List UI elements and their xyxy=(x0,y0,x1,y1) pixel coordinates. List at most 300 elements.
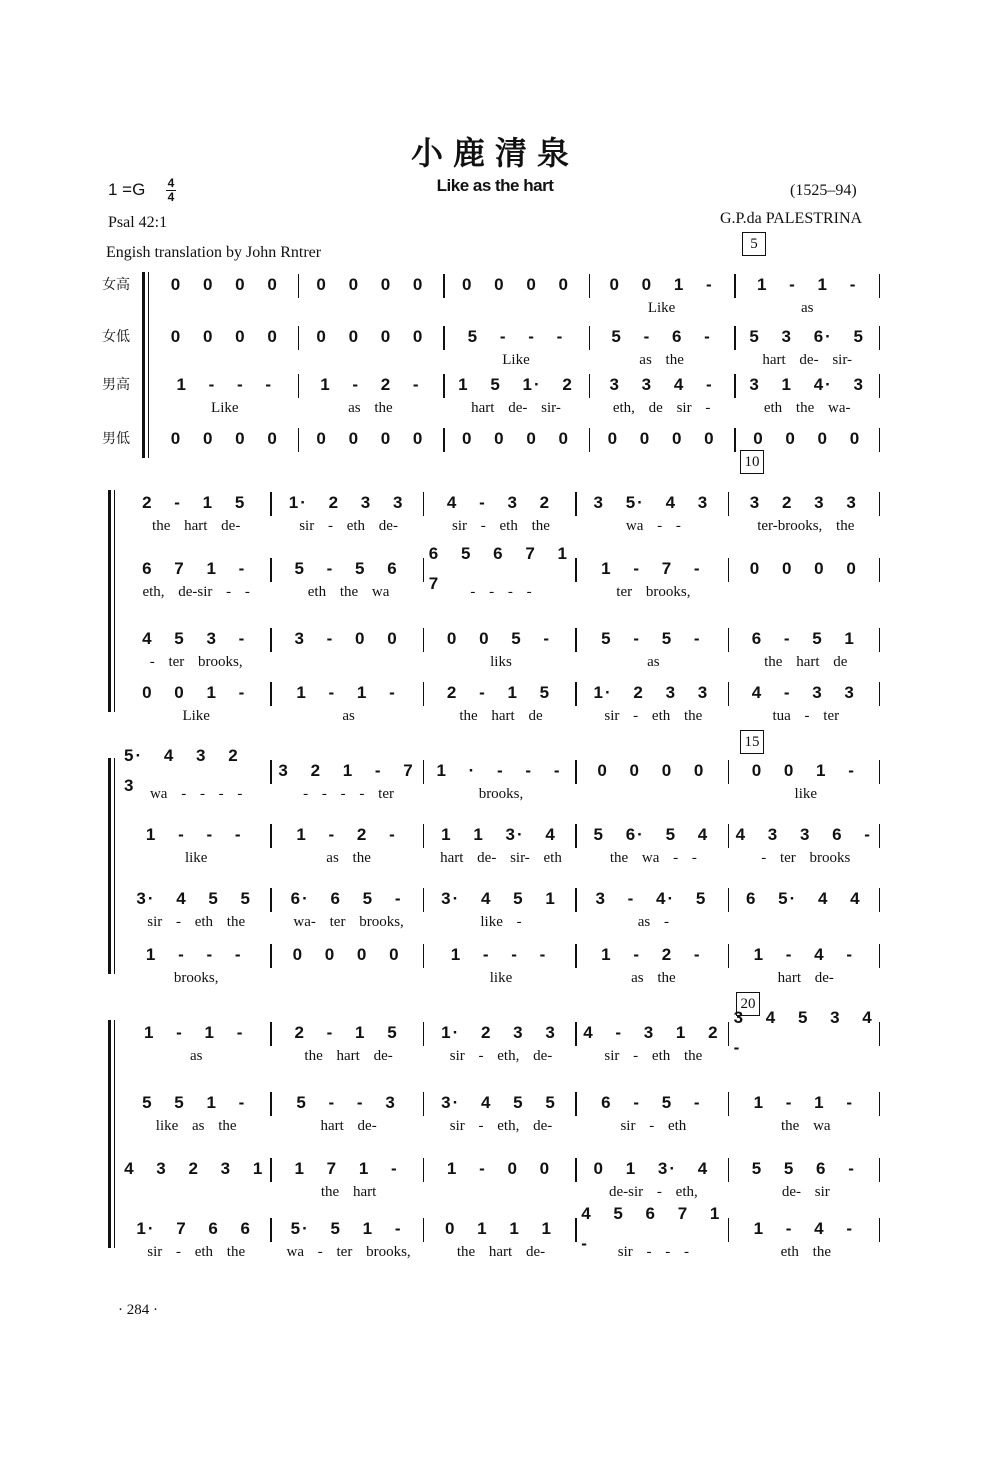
barline-end xyxy=(879,760,881,784)
barline xyxy=(575,628,577,652)
measure xyxy=(734,678,874,708)
lyric-cell xyxy=(738,298,876,318)
measure xyxy=(304,370,438,400)
barline xyxy=(423,824,425,848)
lyrics-row xyxy=(120,582,880,602)
lyric-text: hart de- xyxy=(777,970,834,986)
measure xyxy=(734,488,874,518)
barline xyxy=(589,274,591,298)
measure-notes: 0 0 0 0 xyxy=(170,327,279,346)
measure-notes: 0 0 0 0 xyxy=(753,429,862,448)
measure-notes: 1 · - - - xyxy=(436,761,562,780)
barline xyxy=(575,492,577,516)
lyric-cell xyxy=(302,298,440,318)
lyric-cell xyxy=(276,968,420,988)
measure xyxy=(429,1018,569,1048)
lyrics-row xyxy=(120,784,880,804)
system-brace xyxy=(108,758,111,974)
rehearsal-mark: 10 xyxy=(740,450,764,474)
measure xyxy=(276,1154,416,1184)
lyrics-row xyxy=(120,912,880,932)
notation-row xyxy=(152,370,880,400)
lyric-cell xyxy=(429,582,573,602)
measure-notes: 2 - 1 5 xyxy=(294,1023,399,1042)
lyric-cell xyxy=(276,1242,420,1262)
measure-notes: 2 - 1 5 xyxy=(446,683,552,702)
barline xyxy=(443,326,445,350)
lyric-cell xyxy=(734,912,878,932)
measure xyxy=(581,884,721,914)
notation-row xyxy=(118,820,880,850)
measure-notes: 0 0 0 0 xyxy=(170,429,279,448)
barline xyxy=(270,1158,272,1182)
lyrics-row xyxy=(152,350,880,370)
notation-row xyxy=(118,884,880,914)
lyric-cell xyxy=(124,1116,268,1136)
measure xyxy=(429,488,569,518)
barline-end xyxy=(879,374,881,398)
lyric-cell xyxy=(276,1046,420,1066)
measure xyxy=(124,678,264,708)
measure-notes: 3 5· 4 3 xyxy=(593,493,710,512)
measure xyxy=(429,1214,569,1244)
measure-notes: 3 2 3 3 xyxy=(749,493,858,512)
lyric-text: Like xyxy=(182,708,210,724)
measure xyxy=(429,1088,569,1118)
barline xyxy=(298,428,300,452)
measure xyxy=(740,270,874,300)
lyric-cell xyxy=(302,350,440,370)
measure xyxy=(734,756,874,786)
lyric-cell xyxy=(734,706,878,726)
barline-end xyxy=(879,1092,881,1116)
lyric-text: - ter brooks xyxy=(761,850,851,866)
lyrics-row xyxy=(152,298,880,318)
barline xyxy=(270,760,272,784)
lyric-text: eth the wa- xyxy=(763,400,851,416)
measure-notes: 4 3 3 6 - xyxy=(735,825,872,844)
measure-notes: 3· 4 5 1 xyxy=(441,889,557,908)
measure xyxy=(595,370,729,400)
lyric-cell xyxy=(734,1182,878,1202)
measure-notes: 5 - - 3 xyxy=(296,1093,397,1112)
lyric-cell xyxy=(429,848,573,868)
lyric-cell xyxy=(124,968,268,988)
measure xyxy=(581,554,721,584)
page-subtitle: Like as the hart xyxy=(436,176,554,195)
lyric-text: as the xyxy=(631,970,676,986)
barline-end xyxy=(879,1022,881,1046)
lyric-cell xyxy=(581,848,725,868)
lyrics-row xyxy=(120,706,880,726)
lyric-text: the hart de- xyxy=(304,1048,393,1064)
notation-row xyxy=(152,322,880,352)
lyric-cell xyxy=(276,1182,420,1202)
barline xyxy=(423,628,425,652)
measure xyxy=(124,884,264,914)
lyric-text: like as the xyxy=(155,1118,237,1134)
measure xyxy=(449,424,583,454)
measure xyxy=(304,322,438,352)
measure-notes: 1 - 2 - xyxy=(320,375,421,394)
measure-notes: 1· 2 3 3 xyxy=(288,493,405,512)
lyric-text: eth, de-sir - - xyxy=(142,584,250,600)
barline xyxy=(734,374,736,398)
lyric-cell xyxy=(734,1242,878,1262)
measure xyxy=(124,820,264,850)
lyric-text: the hart de- xyxy=(152,518,241,534)
lyric-cell xyxy=(276,784,420,804)
measure xyxy=(124,624,264,654)
composer-name: G.P.da PALESTRINA xyxy=(720,210,863,227)
barline xyxy=(575,1022,577,1046)
page-title: 小鹿清泉 xyxy=(410,134,579,172)
barline xyxy=(734,326,736,350)
lyric-cell xyxy=(581,582,725,602)
barline xyxy=(423,1022,425,1046)
measure xyxy=(158,322,292,352)
measure xyxy=(581,678,721,708)
barline xyxy=(728,1218,730,1242)
system-brace-line xyxy=(114,490,115,712)
measure-notes: 1 - 1 - xyxy=(143,1023,245,1042)
measure-notes: 6 7 1 - xyxy=(142,559,247,578)
measure-notes: 4 - 3 1 2 xyxy=(583,1023,720,1042)
lyric-cell xyxy=(124,1046,268,1066)
time-signature-top: 4 xyxy=(167,176,175,190)
lyric-cell xyxy=(447,298,585,318)
lyric-text: like xyxy=(794,786,818,802)
lyric-text: the wa - - xyxy=(609,850,697,866)
voice-label: 男高 xyxy=(102,377,130,393)
lyric-text: sir - eth, de- xyxy=(449,1048,553,1064)
measure xyxy=(158,424,292,454)
lyric-text: as xyxy=(189,1048,203,1064)
rehearsal-mark: 20 xyxy=(736,992,760,1016)
lyric-text: as the xyxy=(639,352,684,368)
lyric-text: eth the xyxy=(780,1244,831,1260)
measure-notes: 1 - - - xyxy=(450,945,548,964)
measure xyxy=(581,820,721,850)
measure xyxy=(124,1018,264,1048)
measure xyxy=(581,756,721,786)
lyric-text: Like xyxy=(647,300,676,316)
lyric-cell xyxy=(124,1242,268,1262)
notation-row xyxy=(118,940,880,970)
measure xyxy=(581,940,721,970)
lyric-cell xyxy=(447,398,585,418)
lyric-cell xyxy=(276,1116,420,1136)
barline xyxy=(270,1218,272,1242)
measure xyxy=(276,678,416,708)
measure-notes: 3· 4 5 5 xyxy=(136,889,253,908)
system-brace-line xyxy=(114,758,115,974)
voice-label: 女低 xyxy=(102,329,130,345)
lyric-text: de-sir - eth, xyxy=(609,1184,698,1200)
lyric-cell xyxy=(581,706,725,726)
measure-notes: 4 - 3 3 xyxy=(751,683,856,702)
barline xyxy=(423,1218,425,1242)
measure xyxy=(158,270,292,300)
barline xyxy=(270,682,272,706)
lyric-cell xyxy=(429,1116,573,1136)
measure xyxy=(581,1018,721,1048)
measure-notes: 5 - 5 6 xyxy=(294,559,399,578)
barline xyxy=(270,492,272,516)
lyric-text: de- sir xyxy=(781,1184,830,1200)
lyric-text: as xyxy=(342,708,355,724)
lyric-text: eth the wa xyxy=(307,584,390,600)
barline xyxy=(298,274,300,298)
measure xyxy=(734,554,874,584)
barline xyxy=(270,1092,272,1116)
barline-end xyxy=(879,888,881,912)
notation-row xyxy=(118,678,880,708)
barline xyxy=(443,274,445,298)
barline xyxy=(728,888,730,912)
lyric-text: sir - eth de- xyxy=(299,518,398,534)
lyric-cell xyxy=(581,912,725,932)
measure-notes: 5 5 6 - xyxy=(751,1159,856,1178)
lyric-cell xyxy=(581,1116,725,1136)
lyric-cell xyxy=(581,968,725,988)
lyric-text: wa - ter brooks, xyxy=(286,1244,411,1260)
lyric-cell xyxy=(124,848,268,868)
system-brace xyxy=(108,1020,111,1248)
measure xyxy=(124,1154,264,1184)
barline xyxy=(728,1158,730,1182)
lyric-text: the hart de- xyxy=(456,1244,546,1260)
measure-notes: 0 1 1 1 xyxy=(444,1219,553,1238)
lyrics-row xyxy=(120,848,880,868)
barline xyxy=(575,558,577,582)
barline-end xyxy=(879,1218,881,1242)
measure-notes: 5 - - - xyxy=(467,327,565,346)
measure-notes: 1 - 0 0 xyxy=(446,1159,552,1178)
measure-notes: 3 4 5 3 4 - xyxy=(733,1008,874,1057)
lyric-cell xyxy=(429,652,573,672)
measure xyxy=(276,488,416,518)
lyrics-row xyxy=(120,1046,880,1066)
measure xyxy=(449,322,583,352)
measure xyxy=(276,1088,416,1118)
lyric-cell xyxy=(734,968,878,988)
lyric-cell xyxy=(447,452,585,472)
lyric-cell xyxy=(302,452,440,472)
measure-notes: 6 - 5 1 xyxy=(751,629,856,648)
barline-end xyxy=(879,492,881,516)
lyric-text: hart de- sir- xyxy=(762,352,853,368)
system-brace-line xyxy=(114,1020,115,1248)
lyric-cell xyxy=(156,452,294,472)
barline xyxy=(270,1022,272,1046)
rehearsal-mark: 5 xyxy=(742,232,766,256)
time-signature-bottom: 4 xyxy=(167,190,175,204)
measure xyxy=(581,488,721,518)
measure xyxy=(449,370,583,400)
measure xyxy=(733,1008,874,1057)
lyric-cell xyxy=(156,298,294,318)
barline xyxy=(423,682,425,706)
translation-credit: Engish translation by John Rntrer xyxy=(106,244,322,261)
barline xyxy=(728,824,730,848)
barline xyxy=(270,944,272,968)
measure-notes: 1 - 2 - xyxy=(296,825,397,844)
barline xyxy=(423,1158,425,1182)
measure-notes: 0 1 3· 4 xyxy=(593,1159,710,1178)
lyric-text: - - - - xyxy=(470,584,532,600)
lyric-cell xyxy=(738,398,876,418)
lyric-cell xyxy=(734,582,878,602)
measure-notes: 3 - 0 0 xyxy=(294,629,399,648)
lyric-text: like xyxy=(489,970,513,986)
barline xyxy=(423,492,425,516)
lyric-cell xyxy=(593,298,731,318)
lyric-cell xyxy=(593,350,731,370)
measure xyxy=(276,554,416,584)
measure-notes: 1· 2 3 3 xyxy=(593,683,710,702)
barline xyxy=(575,1218,577,1242)
measure-notes: 0 0 0 0 xyxy=(461,429,570,448)
measure-notes: 0 0 1 - xyxy=(751,761,856,780)
lyric-cell xyxy=(429,968,573,988)
lyric-text: tua - ter xyxy=(772,708,840,724)
barline xyxy=(423,888,425,912)
measure xyxy=(734,820,874,850)
measure-notes: 1 - 1 - xyxy=(753,1093,854,1112)
lyric-text: sir - eth xyxy=(620,1118,687,1134)
measure xyxy=(428,544,569,593)
lyric-cell xyxy=(276,582,420,602)
lyric-cell xyxy=(429,516,573,536)
barline xyxy=(728,1092,730,1116)
measure-notes: 3 1 4· 3 xyxy=(749,375,866,394)
lyric-text: brooks, xyxy=(173,970,219,986)
barline-end xyxy=(879,628,881,652)
measure xyxy=(429,624,569,654)
measure-notes: 1 - 1 - xyxy=(296,683,397,702)
lyric-cell xyxy=(734,1116,878,1136)
measure xyxy=(429,884,569,914)
lyric-cell xyxy=(156,398,294,418)
lyric-cell xyxy=(124,706,268,726)
barline xyxy=(270,888,272,912)
measure-notes: 6 - 5 - xyxy=(601,1093,702,1112)
measure xyxy=(304,424,438,454)
measure xyxy=(449,270,583,300)
lyric-text: the hart de xyxy=(459,708,543,724)
measure xyxy=(276,884,416,914)
lyric-text: as the xyxy=(326,850,371,866)
lyrics-row xyxy=(120,1182,880,1202)
lyric-cell xyxy=(124,912,268,932)
time-signature xyxy=(166,178,176,203)
measure xyxy=(734,940,874,970)
system-brace xyxy=(108,490,111,712)
lyric-text: hart de- sir- xyxy=(471,400,561,416)
lyric-cell xyxy=(429,706,573,726)
barline xyxy=(423,760,425,784)
measure-notes: 4 - 3 2 xyxy=(446,493,552,512)
measure-notes: 5· 5 1 - xyxy=(290,1219,403,1238)
notation-row xyxy=(118,1088,880,1118)
measure xyxy=(304,270,438,300)
measure-notes: 0 0 5 - xyxy=(446,629,552,648)
lyric-cell xyxy=(738,350,876,370)
barline-end xyxy=(879,428,881,452)
barline xyxy=(728,760,730,784)
measure-notes: 3 - 4· 5 xyxy=(595,889,708,908)
barline xyxy=(589,374,591,398)
measure-notes: 5· 4 3 2 3 xyxy=(124,746,240,795)
barline xyxy=(728,492,730,516)
lyric-text: eth, de sir - xyxy=(612,400,711,416)
barline xyxy=(728,944,730,968)
lyric-cell xyxy=(593,398,731,418)
measure xyxy=(276,1018,416,1048)
measure-notes: 6 5 6 7 1 7 xyxy=(428,544,569,593)
measure-notes: 5 6· 5 4 xyxy=(593,825,710,844)
measure-notes: 6· 6 5 - xyxy=(290,889,403,908)
voice-label: 男低 xyxy=(102,431,130,447)
barline xyxy=(575,888,577,912)
lyric-text: wa - - xyxy=(625,518,681,534)
measure xyxy=(124,1088,264,1118)
measure-notes: 1 - - - xyxy=(145,825,243,844)
page-number: · 284 · xyxy=(118,1302,158,1318)
measure-notes: 1 - 1 - xyxy=(756,275,858,294)
measure xyxy=(124,554,264,584)
lyric-cell xyxy=(302,398,440,418)
lyric-text: sir - eth the xyxy=(452,518,550,534)
lyric-cell xyxy=(734,848,878,868)
lyric-text: liks xyxy=(490,654,512,670)
barline xyxy=(589,428,591,452)
measure xyxy=(734,1214,874,1244)
measure xyxy=(734,624,874,654)
lyric-cell xyxy=(447,350,585,370)
lyric-text: - - - - ter xyxy=(303,786,394,802)
measure-notes: 0 0 1 - xyxy=(609,275,714,294)
barline xyxy=(270,558,272,582)
lyric-cell xyxy=(429,912,573,932)
barline xyxy=(728,1022,730,1046)
barline-end xyxy=(879,1158,881,1182)
lyric-cell xyxy=(581,1242,725,1262)
measure-notes: 1 - 4 - xyxy=(753,945,854,964)
barline xyxy=(575,682,577,706)
barline-end xyxy=(879,326,881,350)
lyric-cell xyxy=(581,516,725,536)
rehearsal-mark: 15 xyxy=(740,730,764,754)
barline xyxy=(443,374,445,398)
barline xyxy=(734,274,736,298)
measure-notes: 1· 7 6 6 xyxy=(136,1219,253,1238)
measure xyxy=(429,940,569,970)
measure xyxy=(429,756,569,786)
measure xyxy=(276,820,416,850)
measure-notes: 0 0 0 0 xyxy=(749,559,858,578)
barline xyxy=(298,374,300,398)
lyric-text: as - xyxy=(637,914,669,930)
measure-notes: 4 5 3 - xyxy=(142,629,247,648)
lyric-text: ter brooks, xyxy=(616,584,691,600)
measure-notes: 4 5 6 7 1 - xyxy=(581,1204,722,1253)
measure-notes: 0 0 0 0 xyxy=(292,945,401,964)
measure xyxy=(124,1214,264,1244)
measure-notes: 0 0 0 0 xyxy=(316,327,425,346)
measure-notes: 1 - - - xyxy=(176,375,274,394)
